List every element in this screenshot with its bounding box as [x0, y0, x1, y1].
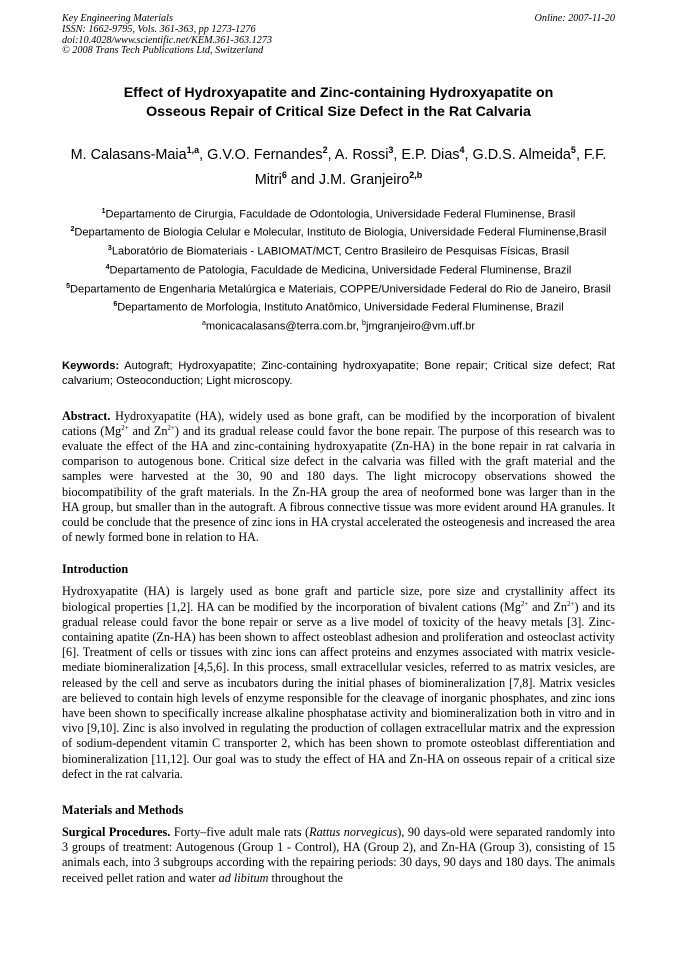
- author-sup: 5: [570, 145, 576, 156]
- author-sup: 6: [281, 169, 287, 180]
- superscript: 2+: [566, 599, 575, 608]
- affiliation-list: [62, 204, 615, 335]
- email-link[interactable]: monicacalasans@terra.com.br,: [205, 320, 363, 333]
- author-name: , G.V.O. Fernandes: [199, 146, 323, 163]
- author-list: [62, 140, 615, 190]
- species-name: Rattus norvegicus: [309, 825, 398, 840]
- issn-line: ISSN: 1662-9795, Vols. 361-363, pp 1273-1276: [62, 23, 256, 35]
- author-name: and J.M. Granjeiro: [286, 171, 410, 188]
- author-name: , E.P. Dias: [393, 146, 460, 163]
- journal-name: Key Engineering Materials: [62, 13, 173, 24]
- keywords: [62, 359, 615, 389]
- email-link[interactable]: jmgranjeiro@vm.uff.br: [365, 320, 476, 333]
- affiliation: [62, 204, 615, 223]
- keywords-text: Autograft; Hydroxyapatite; Zinc-containing hydroxyapatite; Bone repair; Critical size defect; Rat calvarium; Osteoconduction; Light microscopy.: [62, 359, 615, 387]
- abstract: [62, 409, 615, 546]
- intro-text: ) and its gradual release could favor the bone repair or serve as a live model of toxicity of the heavy metals [3]. Zinc-containing apatite (Zn-HA) has been shown to affect osteoblast adhesion and proliferation and osteoclast activity [6]. Treatment of cells or tissues with zinc ions can affect proteins and enzymes associated with matrix vesicle-mediate biomineralization [4,5,6]. In this process, small extracellular vesicles, referred to as matrix vesicles, are released by the cell and serve as incubators during the initial phases of biomineralization [7,8]. Matrix vesicles are believed to contain high levels of enzyme responsible for the cleavage of inorganic phosphates, and zinc ions have been shown to specifically increase alkaline phosphatase activity and biomineralization both in vitro and in vivo [9,10]. Zinc is also involved in regulating the production of collagen extracellular matrix and the expression of sodium-dependent vitamin C transporter 2, which has been shown to promote osteoblast differentiation and biomineralization [11,12]. Our goal was to study the effect of HA and Zn-HA on osseous repair of a critical size defect in the rat calvaria.: [62, 599, 616, 781]
- affiliation: [62, 279, 615, 298]
- affiliation-text: Laboratório de Biomateriais - LABIOMAT/MCT, Centro Brasileiro de Pesquisas Físicas, Brasil: [111, 245, 570, 258]
- paper-page: [62, 14, 615, 886]
- doi-line: doi:10.4028/www.scientific.net/KEM.361-363.1273: [62, 34, 273, 46]
- methods-body: [62, 825, 615, 886]
- affiliation: [62, 222, 615, 241]
- abstract-text: and Zn: [128, 423, 168, 438]
- affiliation-text: Departamento de Morfologia, Instituto Anatômico, Universidade Federal Fluminense, Brazil: [117, 301, 564, 314]
- introduction-heading: Introduction: [62, 562, 129, 577]
- author-name: M. Calasans-Maia: [70, 146, 187, 163]
- affiliation: [62, 260, 615, 279]
- latin-term: ad libitum: [218, 870, 269, 885]
- affiliation-num: 1: [101, 207, 106, 215]
- methods-text: Forty–five adult male rats (: [170, 825, 310, 840]
- title-line-1: Effect of Hydroxyapatite and Zinc-containing Hydroxyapatite on: [123, 85, 554, 102]
- copyright-line: © 2008 Trans Tech Publications Ltd, Switzerland: [62, 45, 264, 57]
- author-sup: 4: [459, 145, 465, 156]
- methods-label: Surgical Procedures.: [62, 825, 171, 840]
- online-date: Online: 2007-11-20: [534, 13, 615, 24]
- affiliation-num: 4: [105, 263, 110, 271]
- affiliation: [62, 241, 615, 260]
- methods-heading: Materials and Methods: [62, 803, 184, 818]
- abstract-text: ) and its gradual release could favor the bone repair. The purpose of this research was to evaluate the effect of the HA and zinc-containing hydroxyapatite (Zn-HA) in the bone repair in rat calvaria in comparison to autogenous bone. Critical size defect in the calvaria was filled with the graft material and the samples were harvested at the 30, 90 and 180 days. The light microcopy observations showed the biocompatibility of the graft materials. In the Zn-HA group the area of neoformed bone was larger than in the HA group, but smaller than in the autograft. A fibrous connective tissue was more evident around HA granules. It could be conclude that the presence of zinc ions in HA crystal accelerated the osteogenesis and increased the area of newly formed bone in relation to HA.: [62, 423, 615, 545]
- affiliation-text: Departamento de Biologia Celular e Molecular, Instituto de Biologia, Universidade Federal Fluminense,Brasil: [74, 227, 607, 240]
- title-line-2: Osseous Repair of Critical Size Defect in the Rat Calvaria: [146, 104, 531, 121]
- author-sup: 1,a: [186, 145, 200, 156]
- superscript: 2+: [121, 423, 129, 432]
- keywords-label: Keywords:: [62, 359, 120, 372]
- methods-text: ), 90 days-old were separated randomly into 3 groups of treatment: Autogenous (Group 1 - Control), HA (Group 2), and Zn-HA (Group 3), consisting of 15 animals each, into 3 subgroups according with the repairing periods: 30 days, 90 days and 180 days. The animals received pellet ration and water: [62, 825, 616, 885]
- email-sup: b: [362, 319, 366, 327]
- email-sup: a: [201, 319, 206, 327]
- intro-text: Hydroxyapatite (HA) is largely used as bone graft and particle size, pore size and crystallinity affect its biological properties [1,2]. HA can be modified by the incorporation of bivalent cations (Mg: [62, 584, 615, 614]
- superscript: 2+: [520, 599, 529, 608]
- author-sup: 2: [322, 145, 328, 156]
- author-name: , G.D.S. Almeida: [464, 146, 571, 163]
- paper-title: [62, 84, 615, 122]
- abstract-text: Hydroxyapatite (HA), widely used as bone graft, can be modified by the incorporation of bivalent cations (Mg: [62, 408, 615, 438]
- affiliation-num: 5: [66, 282, 71, 290]
- affiliation-text: Departamento de Engenharia Metalúrgica e Materiais, COPPE/Universidade Federal do Rio de Janeiro, Brasil: [70, 283, 611, 296]
- email-line: [62, 316, 615, 335]
- author-name: , F.F. Mitri: [254, 146, 607, 188]
- affiliation-num: 6: [113, 301, 118, 309]
- journal-header: [62, 14, 615, 57]
- intro-text: and Zn: [528, 599, 567, 614]
- affiliation-text: Departamento de Cirurgia, Faculdade de Odontologia, Universidade Federal Fluminense, Brasil: [105, 208, 576, 221]
- affiliation-text: Departamento de Patologia, Faculdade de Medicina, Universidade Federal Fluminense, Brazil: [109, 264, 572, 277]
- affiliation: [62, 297, 615, 316]
- abstract-label: Abstract.: [62, 408, 111, 423]
- methods-text: throughout the: [268, 870, 343, 885]
- author-sup: 2,b: [409, 169, 423, 180]
- introduction-body: [62, 584, 615, 782]
- superscript: 2+: [167, 423, 175, 432]
- author-sup: 3: [388, 145, 394, 156]
- author-name: , A. Rossi: [327, 146, 389, 163]
- affiliation-num: 3: [107, 245, 112, 253]
- affiliation-num: 2: [70, 226, 75, 234]
